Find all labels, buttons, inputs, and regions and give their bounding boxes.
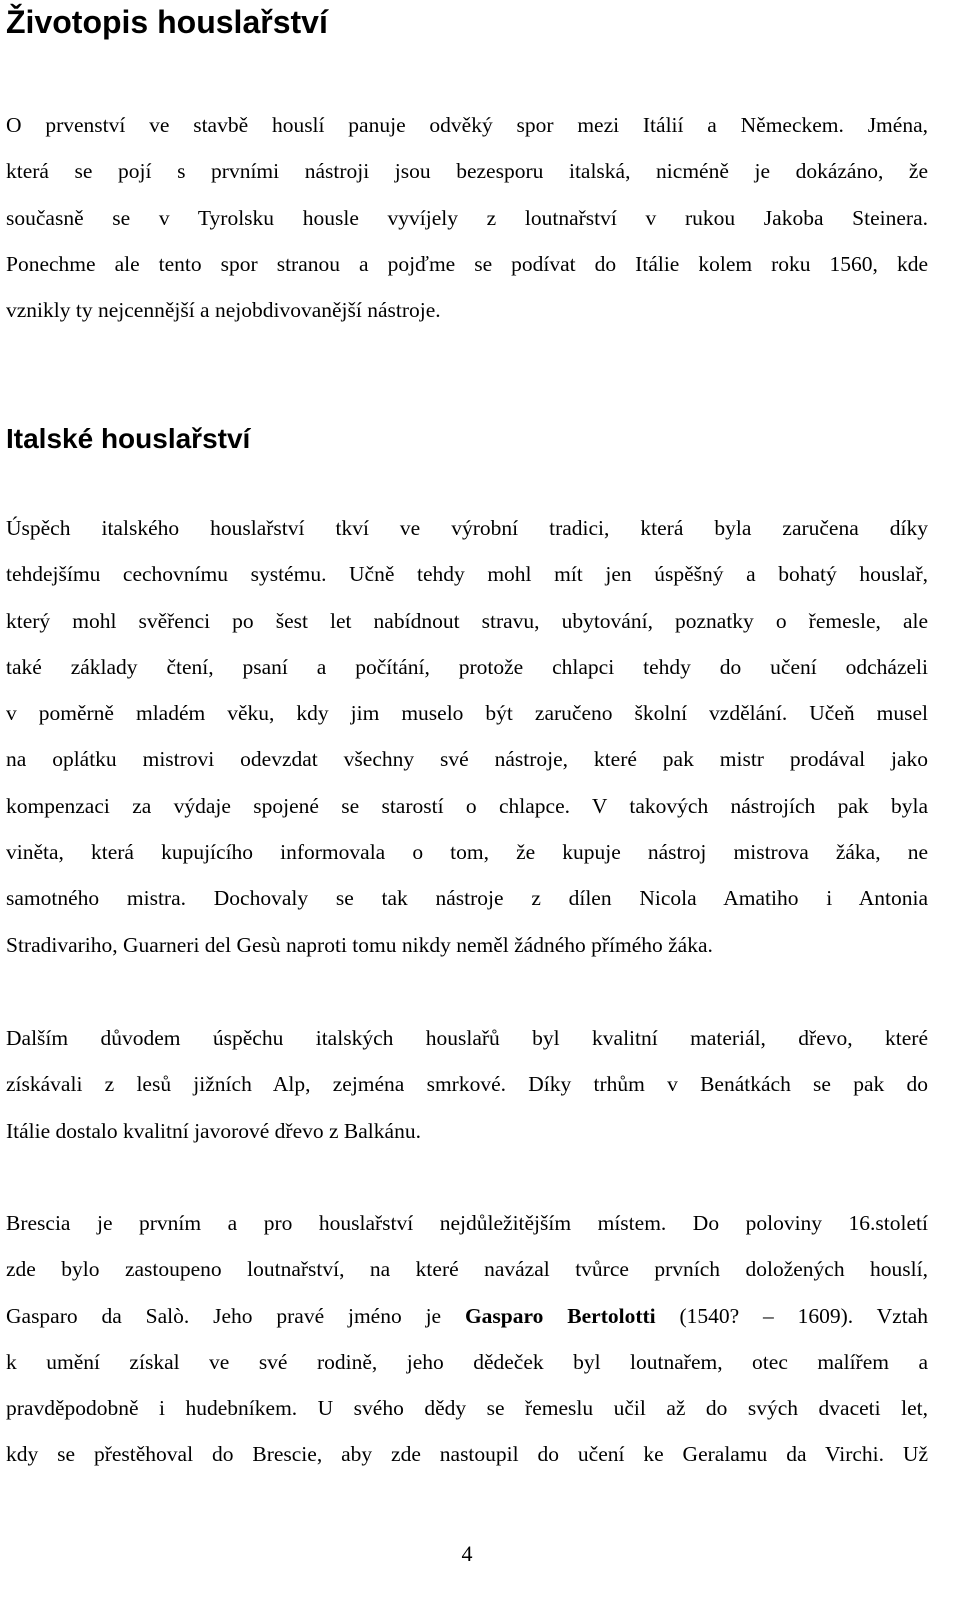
text-line: v poměrně mladém věku, kdy jim muselo být zaručeno školní vzdělání. Učeň musel [6,701,928,726]
text-line: současně se v Tyrolsku housle vyvíjely z loutnařství v rukou Jakoba Steinera. [6,205,928,230]
text-line: získávali z lesů jižních Alp, zejména smrkové. Díky trhům v Benátkách se pak do [6,1072,928,1097]
page-heading: Životopis houslařství [6,4,328,40]
text-line: kdy se přestěhoval do Brescie, aby zde nastoupil do učení ke Geralamu da Virchi. Už [6,1442,928,1467]
paragraph-material [6,1015,928,1154]
text-line: viněta, která kupujícího informovala o tom, že kupuje nástroj mistrova žáka, ne [6,840,928,865]
text-line: Dalším důvodem úspěchu italských houslařů byl kvalitní materiál, dřevo, které [6,1026,928,1050]
text-line: Stradivariho, Guarneri del Gesù naproti tomu nikdy neměl žádného přímého žáka. [6,932,713,957]
paragraph-cech-system [6,505,928,968]
text-line: tehdejšímu cechovnímu systému. Učně tehdy mohl mít jen úspěšný a bohatý houslař, [6,562,928,587]
text-line: která se pojí s prvními nástroji jsou bezesporu italská, nicméně je dokázáno, že [6,159,928,184]
text-segment: Gasparo da Salò. Jeho pravé jméno je [6,1303,465,1328]
text-line: Úspěch italského houslařství tkví ve výrobní tradici, která byla zaručena díky [6,516,928,540]
intro-paragraph [6,102,928,333]
text-line: Itálie dostalo kvalitní javorové dřevo z Balkánu. [6,1118,421,1143]
text-line: také základy čtení, psaní a počítání, protože chlapci tehdy do učení odcházeli [6,654,928,679]
text-line: pravděpodobně i hudebníkem. U svého dědy se řemeslu učil až do svých dvaceti let, [6,1396,928,1421]
text-line: O prvenství ve stavbě houslí panuje odvěký spor mezi Itálií a Německem. Jména, [6,113,928,137]
text-line: zde bylo zastoupeno loutnařství, na které navázal tvůrce prvních doložených houslí, [6,1257,928,1282]
paragraph-brescia [6,1200,928,1478]
text-line: který mohl svěřenci po šest let nabídnout stravu, ubytování, poznatky o řemesle, ale [6,608,928,633]
text-line-with-bold-name [6,1293,928,1339]
bold-name: Gasparo Bertolotti [464,1303,656,1328]
text-line: k umění získal ve své rodině, jeho dědeček byl loutnařem, otec malířem a [6,1349,928,1374]
section-heading: Italské houslařství [6,423,251,454]
text-line: Ponechme ale tento spor stranou a pojďme se podívat do Itálie kolem roku 1560, kde [6,251,928,276]
text-line: samotného mistra. Dochovaly se tak nástroje z dílen Nicola Amatiho i Antonia [6,886,928,911]
text-line: na oplátku mistrovi odevzdat všechny své nástroje, které pak mistr prodával jako [6,747,928,772]
text-line: kompenzaci za výdaje spojené se starostí o chlapce. V takových nástrojích pak byla [6,793,928,818]
page-number: 4 [461,1541,473,1566]
text-line: vznikly ty nejcennější a nejobdivovanější nástroje. [6,298,441,323]
text-segment: (1540? – 1609). Vztah [655,1303,928,1328]
text-line: Brescia je prvním a pro houslařství nejdůležitějším místem. Do poloviny 16.století [6,1211,928,1235]
